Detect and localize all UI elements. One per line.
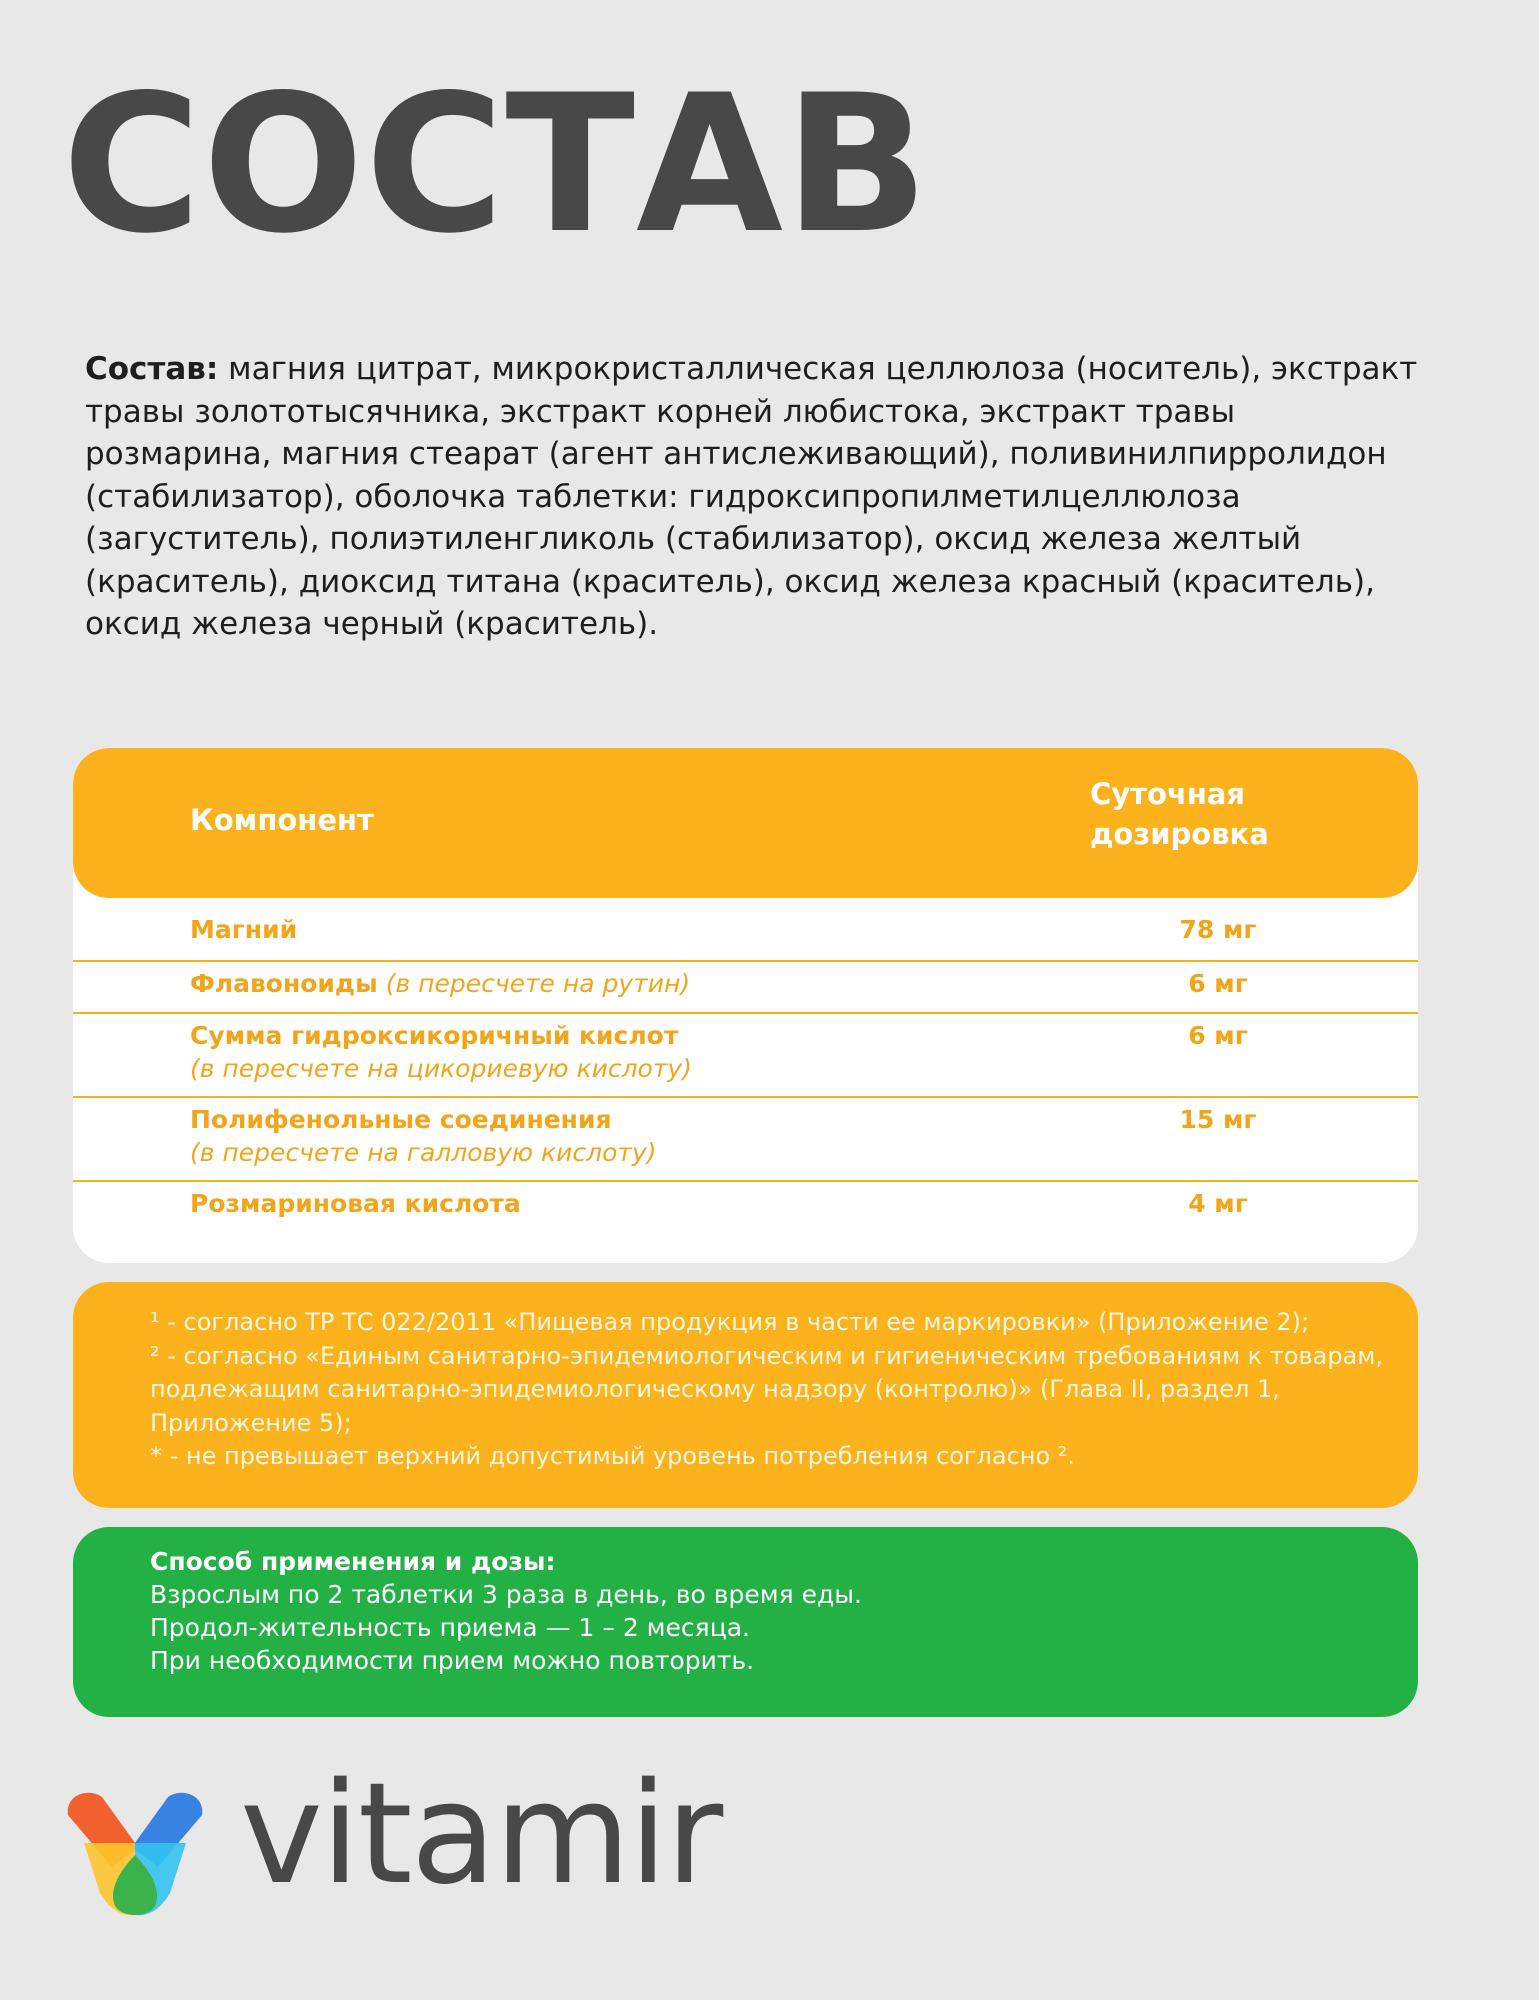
component-cell	[190, 1103, 657, 1169]
component-note: (в пересчете на цикориевую кислоту)	[190, 1054, 692, 1083]
dose-cell: 4 мг	[1188, 1189, 1248, 1218]
component-note: (в пересчете на рутин)	[385, 969, 691, 998]
dose-cell: 78 мг	[1179, 915, 1257, 944]
table-row	[73, 962, 1418, 1014]
component-name: Полифенольные соединения	[190, 1105, 612, 1134]
table-row	[73, 1014, 1418, 1098]
dose-cell: 15 мг	[1179, 1105, 1257, 1134]
table-row	[73, 1182, 1418, 1242]
component-name: Флавоноиды	[190, 969, 378, 998]
usage-title: Способ применения и дозы:	[150, 1547, 556, 1576]
footnote: ² - согласно «Единым санитарно-эпидемиологическим и гигиеническим требованиям к товарам, подлежащим санитарно-эпидемиологическому надзору (контролю)» (Глава II, раздел 1, Приложение 5);	[150, 1341, 1383, 1437]
component-cell	[190, 967, 690, 1000]
notes-card	[73, 1282, 1418, 1508]
dose-cell: 6 мг	[1188, 969, 1248, 998]
table-row	[73, 898, 1418, 962]
header-component: Компонент	[190, 803, 374, 837]
footnotes	[150, 1306, 1390, 1474]
brand-name: vitamir	[240, 1753, 722, 1916]
header-dose: Суточная дозировка	[1090, 777, 1269, 851]
component-name: Магний	[190, 915, 298, 944]
usage-line: Взрослым по 2 таблетки 3 раза в день, во время еды.	[150, 1580, 862, 1609]
dose-cell: 6 мг	[1188, 1021, 1248, 1050]
vitamir-logo-icon	[60, 1785, 210, 1925]
footnote: * - не превышает верхний допустимый уровень потребления согласно ².	[150, 1442, 1076, 1470]
page-title: СОСТАВ	[62, 54, 930, 275]
dosage-table	[73, 748, 1418, 1263]
component-cell	[190, 1019, 692, 1085]
table-header	[73, 748, 1418, 898]
usage-line: Продол-жительность приема — 1 – 2 месяца.	[150, 1613, 750, 1642]
composition-body: магния цитрат, микрокристаллическая целлюлоза (носитель), экстракт травы золототысячника, экстракт корней любистока, экстракт травы розмарина, магния стеарат (агент антислеживающий), поливинилпирролидон (стабилизатор), оболочка таблетки: гидроксипропилметилцеллюлоза (загуститель), полиэтиленгликоль (стабилизатор), оксид железа желтый (краситель), диоксид титана (краситель), оксид железа красный (краситель), оксид железа черный (краситель).	[85, 351, 1418, 642]
component-cell	[190, 913, 297, 946]
component-cell	[190, 1187, 521, 1220]
composition-label: Состав:	[85, 351, 219, 387]
usage-instructions	[150, 1545, 1390, 1677]
usage-line: При необходимости прием можно повторить.	[150, 1646, 755, 1675]
component-note: (в пересчете на галловую кислоту)	[190, 1138, 657, 1167]
component-name: Розмариновая кислота	[190, 1189, 521, 1218]
component-name: Сумма гидроксикоричный кислот	[190, 1021, 679, 1050]
usage-card	[73, 1527, 1418, 1717]
table-row	[73, 1098, 1418, 1182]
composition-text	[85, 348, 1430, 646]
footnote: ¹ - согласно ТР ТС 022/2011 «Пищевая продукция в части ее маркировки» (Приложение 2);	[150, 1308, 1310, 1336]
